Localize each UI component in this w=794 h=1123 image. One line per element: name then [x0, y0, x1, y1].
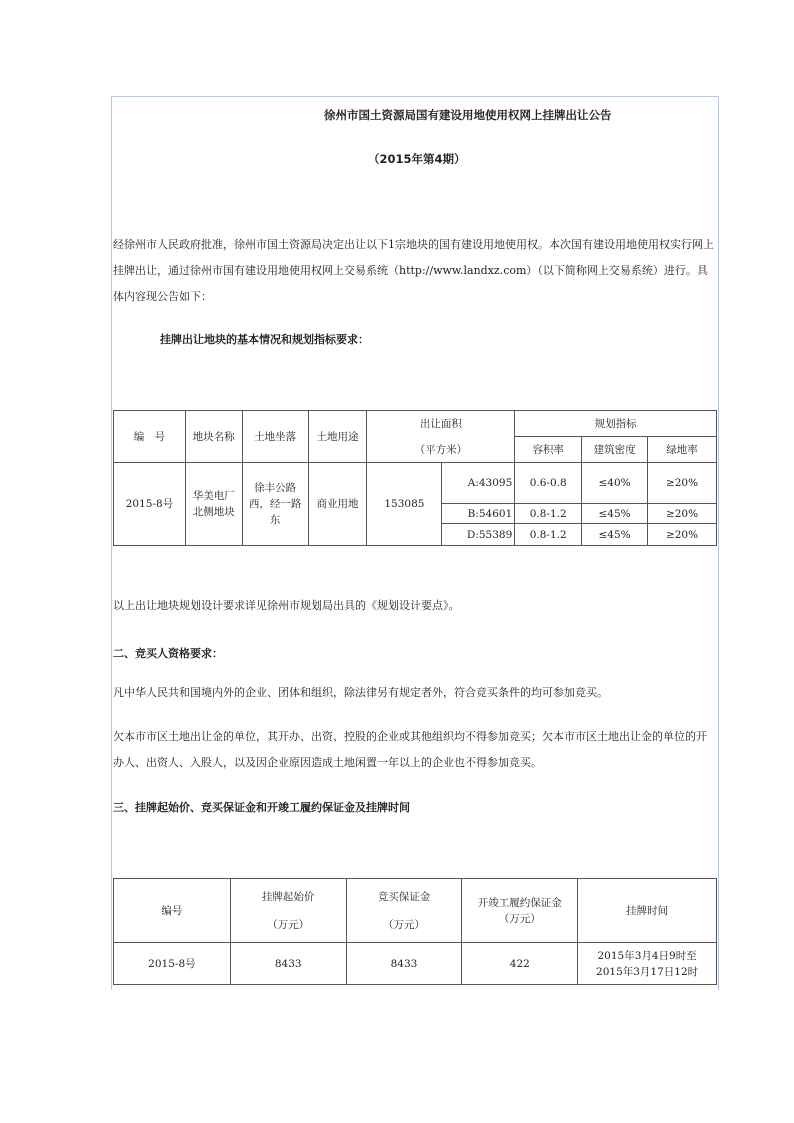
intro-paragraph: 经徐州市人民政府批准，徐州市国土资源局决定出让以下1宗地块的国有建设用地使用权。本次国有建设用地使用权实行网上挂牌出让，通过徐州市国有建设用地使用权网上交易系统（http://www.landxz.com）（以下简称网上交易系统）进行。具体内容现公告如下：: [113, 238, 714, 303]
parcel-use: 商业用地: [308, 463, 367, 546]
col-header-use: 土地用途: [308, 411, 367, 463]
far-value: 0.8-1.2: [515, 504, 582, 524]
page-title: 徐州市国土资源局国有建设用地使用权网上挂牌出让公告: [324, 108, 612, 122]
deposit-unit: （万元）: [382, 918, 425, 931]
far-value: 0.8-1.2: [515, 524, 582, 546]
start-price-label: 挂牌起始价: [261, 890, 315, 903]
green-value: ≥20%: [648, 504, 717, 524]
deposit-label: 竞买保证金: [377, 890, 431, 903]
start-price-value: 8433: [230, 943, 346, 985]
green-value: ≥20%: [648, 524, 717, 546]
parcel-table: [113, 410, 717, 546]
sub-area: D:55389: [442, 524, 515, 546]
col-header-bond: 开竣工履约保证金（万元）: [462, 879, 578, 943]
col-header-id: 编号: [114, 879, 231, 943]
sub-area: A:43095: [442, 463, 515, 504]
price-table: [113, 878, 717, 985]
parcel-location: 徐丰公路西，经一路东: [242, 463, 308, 546]
far-value: 0.6-0.8: [515, 463, 582, 504]
col-header-id: 编 号: [114, 411, 186, 463]
section2-heading: 二、竞买人资格要求：: [113, 647, 223, 660]
start-price-unit: （万元）: [267, 918, 310, 931]
parcel-name: 华美电厂北侧地块: [185, 463, 242, 546]
col-header-deposit: [346, 879, 462, 943]
green-value: ≥20%: [648, 463, 717, 504]
section2-paragraph-2: 欠本市市区土地出让金的单位，其开办、出资、控股的企业或其他组织均不得参加竞买；欠本市市区土地出让金的单位的开办人、出资人、入股人，以及因企业原因造成土地闲置一年以上的企业也不得参加竞买。: [113, 730, 707, 769]
issue-number: （2015年第4期）: [368, 152, 466, 166]
density-value: ≤45%: [582, 504, 648, 524]
col-header-green: 绿地率: [648, 437, 717, 463]
parcel-area: 153085: [367, 463, 442, 546]
col-header-density: 建筑密度: [582, 437, 648, 463]
area-unit: （平方米）: [414, 443, 468, 456]
col-header-far: 容积率: [515, 437, 582, 463]
col-header-time: 挂牌时间: [578, 879, 717, 943]
col-header-location: 土地坐落: [242, 411, 308, 463]
sub-area: B:54601: [442, 504, 515, 524]
price-id: 2015-8号: [114, 943, 231, 985]
bond-value: 422: [462, 943, 578, 985]
col-header-start-price: [230, 879, 346, 943]
listing-time: 2015年3月4日9时至2015年3月17日12时: [578, 943, 717, 985]
density-value: ≤45%: [582, 524, 648, 546]
density-value: ≤40%: [582, 463, 648, 504]
col-header-name: 地块名称: [185, 411, 242, 463]
section1-heading: 挂牌出让地块的基本情况和规划指标要求：: [160, 333, 369, 346]
area-label: 出让面积: [419, 417, 462, 430]
deposit-value: 8433: [346, 943, 462, 985]
section2-paragraph-1: 凡中华人民共和国境内外的企业、团体和组织，除法律另有规定者外，符合竞买条件的均可参加竞买。: [113, 686, 608, 699]
col-header-area: [367, 411, 515, 463]
col-header-planning: 规划指标: [515, 411, 717, 437]
section3-heading: 三、挂牌起始价、竞买保证金和开竣工履约保证金及挂牌时间: [113, 801, 410, 814]
parcel-id: 2015-8号: [114, 463, 186, 546]
table1-note: 以上出让地块规划设计要求详见徐州市规划局出具的《规划设计要点》。: [113, 599, 460, 612]
